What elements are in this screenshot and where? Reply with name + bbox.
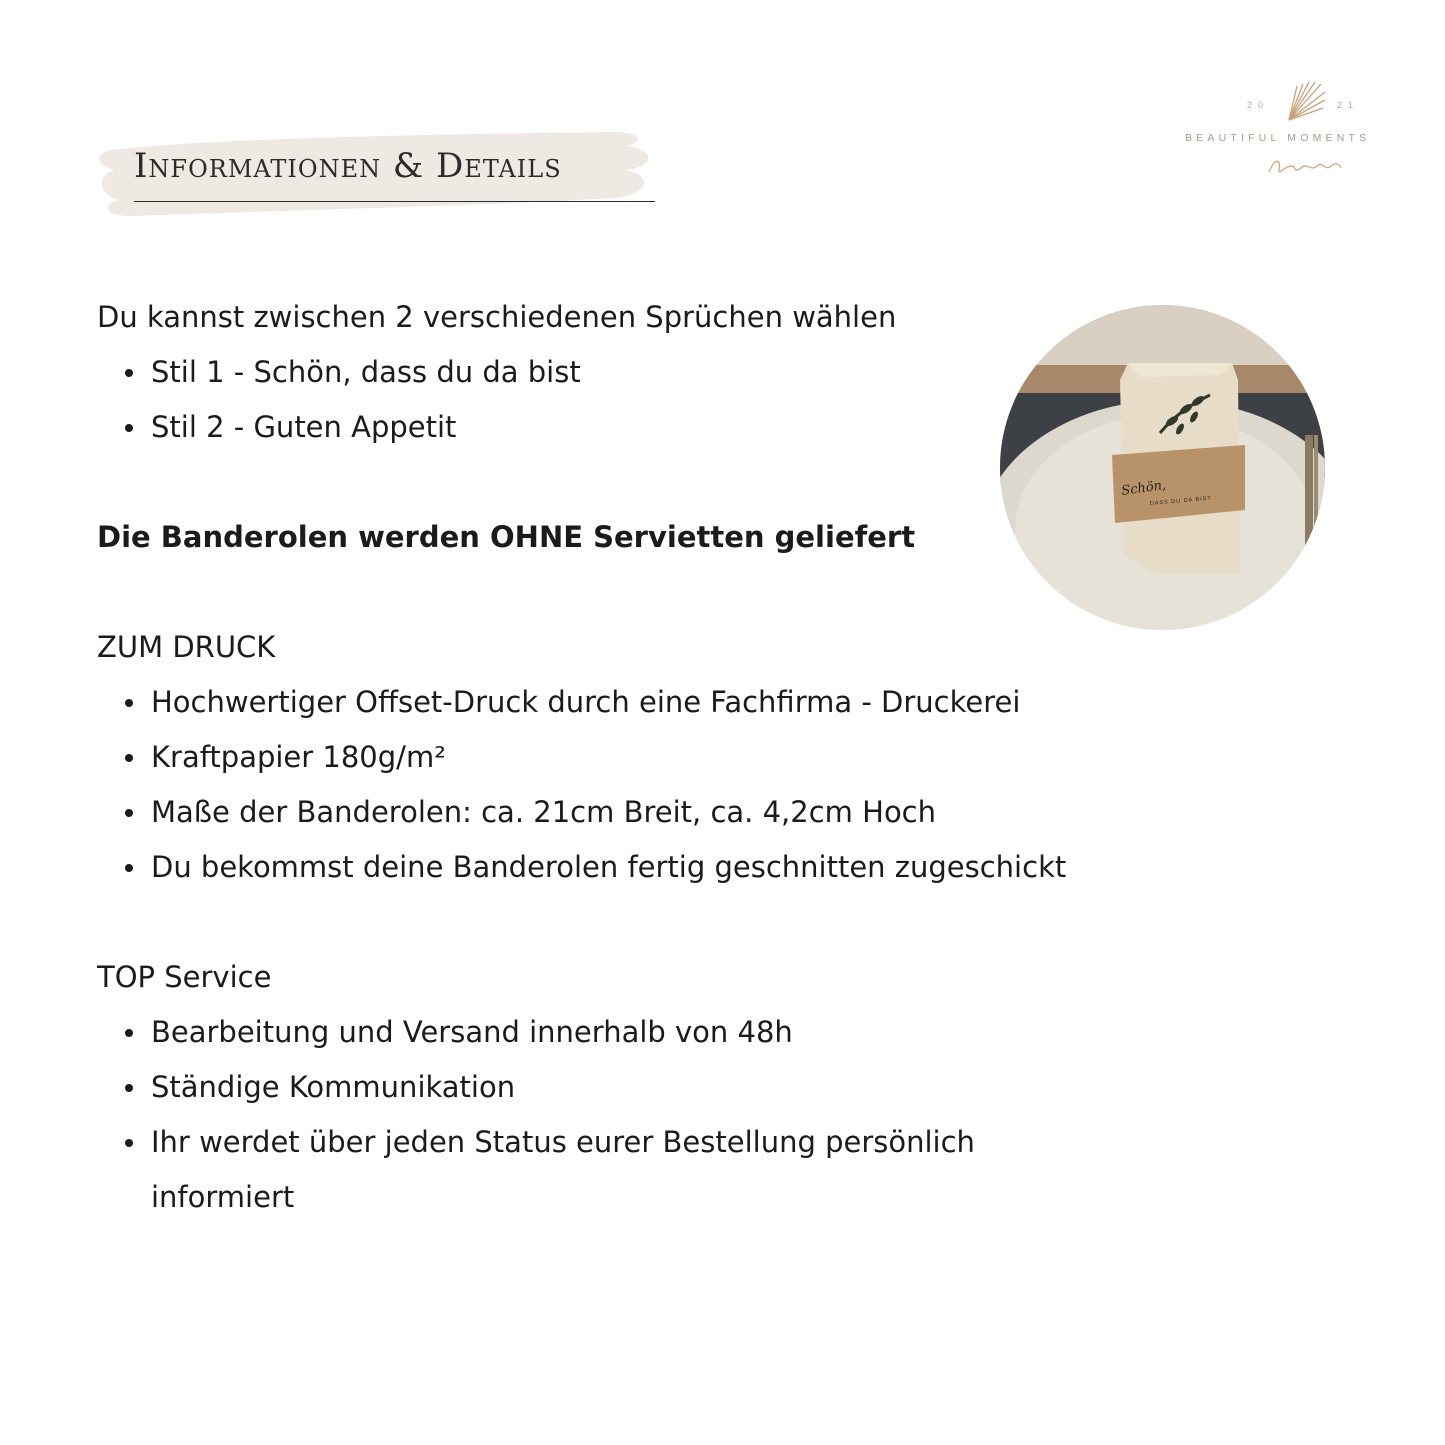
list-item: Du bekommst deine Banderolen fertig geschnitten zugeschickt <box>151 840 1237 895</box>
list-item: Kraftpapier 180g/m² <box>151 730 1237 785</box>
list-item: Stil 2 - Guten Appetit <box>151 400 1237 455</box>
napkin-photo <box>1000 305 1325 630</box>
napkin-band-illustration <box>1000 305 1325 630</box>
napkin-notice: Die Banderolen werden OHNE Servietten geliefert <box>97 520 916 554</box>
service-heading: TOP Service <box>97 960 272 994</box>
service-list <box>97 1005 1091 1225</box>
logo-brand-text: BEAUTIFUL MOMENTS <box>1185 132 1371 144</box>
list-item: Maße der Banderolen: ca. 21cm Breit, ca. 4,2cm Hoch <box>151 785 1237 840</box>
logo-signature <box>1265 152 1345 182</box>
list-item: Ihr werdet über jeden Status eurer Bestellung persönlich informiert <box>151 1115 1091 1225</box>
list-item: Hochwertiger Offset-Druck durch eine Fachfirma - Druckerei <box>151 675 1237 730</box>
title-underline <box>134 201 655 202</box>
title-block <box>96 120 676 230</box>
print-heading: ZUM DRUCK <box>97 630 276 664</box>
brand-logo <box>1185 80 1425 190</box>
list-item: Ständige Kommunikation <box>151 1060 1091 1115</box>
list-item: Stil 1 - Schön, dass du da bist <box>151 345 1237 400</box>
sayings-heading: Du kannst zwischen 2 verschiedenen Sprüchen wählen <box>97 300 897 334</box>
band-small-text: DASS DU DA BIST <box>1149 495 1213 507</box>
print-list <box>97 675 1237 895</box>
page-title: Informationen & Details <box>134 146 562 186</box>
palm-leaf-icon <box>1281 80 1327 122</box>
logo-year-left: 20 <box>1247 100 1270 110</box>
logo-year-right: 21 <box>1337 100 1360 110</box>
band-script-text: Schön, <box>1120 477 1168 499</box>
list-item: Bearbeitung und Versand innerhalb von 48h <box>151 1005 1091 1060</box>
